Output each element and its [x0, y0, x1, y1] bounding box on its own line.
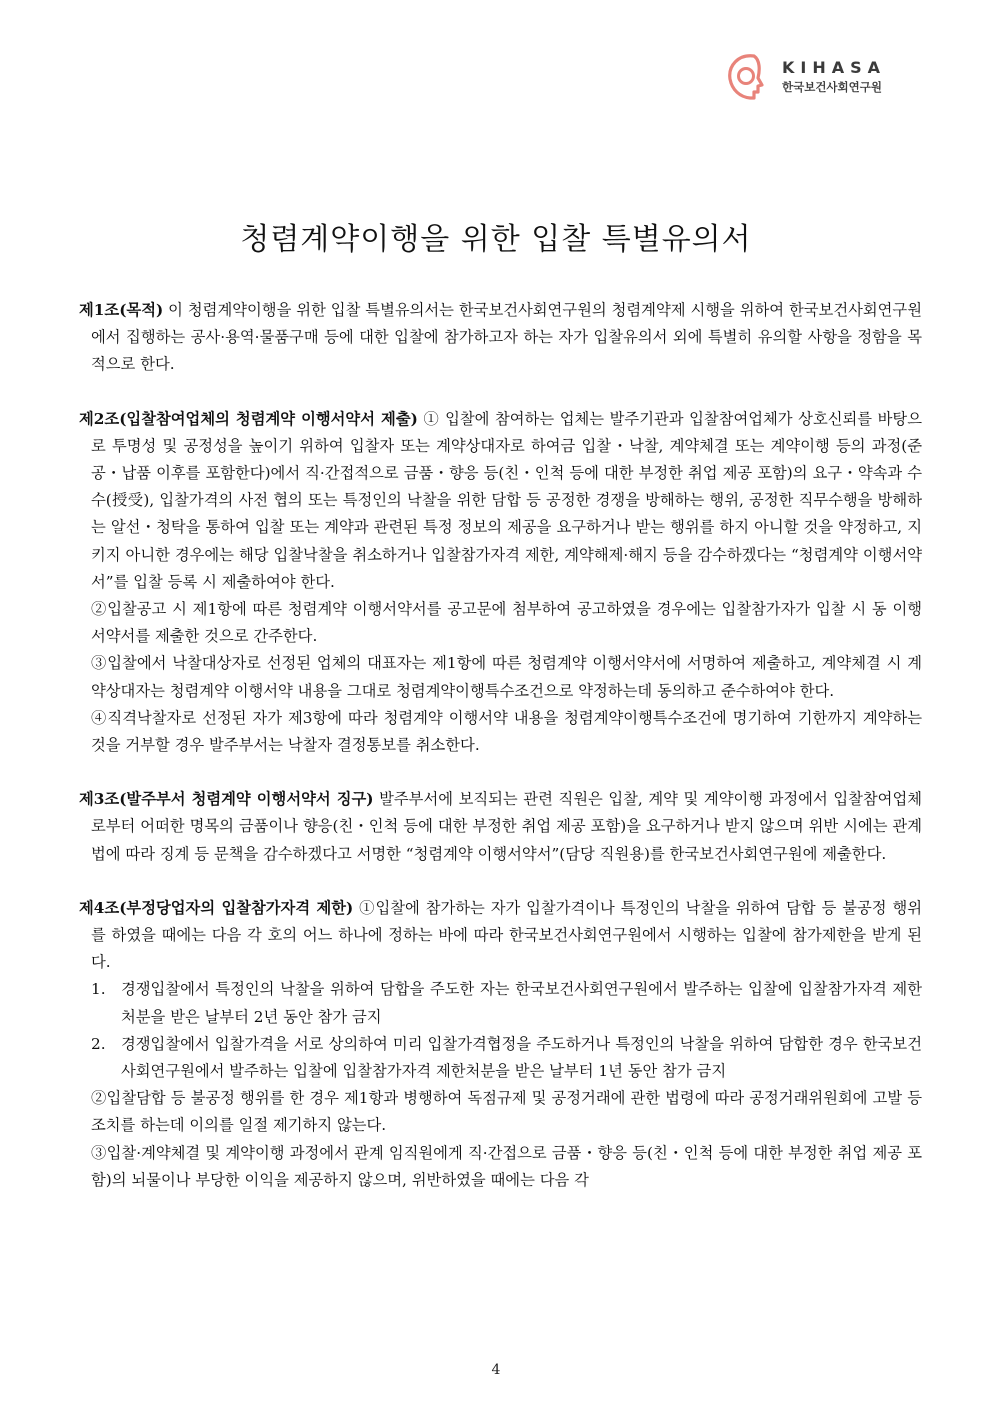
article-3 [79, 786, 922, 868]
kihasa-logo-icon [724, 52, 776, 102]
article-2-paragraph-2: ②입찰공고 시 제1항에 따른 청렴계약 이행서약서를 공고문에 첨부하여 공고하였을 경우에는 입찰참가자가 입찰 시 동 이행서약서를 제출한 것으로 간주한다. [91, 600, 922, 646]
page-number: 4 [491, 1362, 501, 1378]
article-4-paragraph-3: ③입찰·계약체결 및 계약이행 과정에서 관계 임직원에게 직·간접으로 금품・향응 등(친・인척 등에 대한 부정한 취업 제공 포함)의 뇌물이나 부당한 이익을 제공하지 않으며, 위반하였을 때에는 다음 각 [91, 1143, 922, 1189]
kihasa-logo [724, 52, 924, 102]
article-3-body: 발주부서에 보직되는 관련 직원은 입찰, 계약 및 계약이행 과정에서 입찰참여업체로부터 어떠한 명목의 금품이나 향응(친・인척 등에 대한 부정한 취업 제공 포함)을 요구하거나 받지 않으며 위반 시에는 관계법에 따라 징계 등 문책을 감수하겠다고 서명한 “청렴계약 이행서약서”(담당 직원용)를 한국보건사회연구원에 제출한다. [91, 790, 922, 863]
article-2-heading: 제2조(입찰참여업체의 청렴계약 이행서약서 제출) [79, 409, 418, 428]
list-item-text: 경쟁입찰에서 특정인의 낙찰을 위하여 담합을 주도한 자는 한국보건사회연구원에서 발주하는 입찰에 입찰참가자격 제한처분을 받은 날부터 2년 동안 참가 금지 [121, 980, 922, 1026]
article-1-heading: 제1조(목적) [79, 301, 164, 319]
list-item-number: 1. [91, 980, 106, 999]
article-4-body: ①입찰에 참가하는 자가 입찰가격이나 특정인의 낙찰을 위하여 담합 등 불공정 행위를 하였을 때에는 다음 각 호의 어느 하나에 정하는 바에 따라 한국보건사회연구원에서 시행하는 입찰에 참가제한을 받게 된다. [91, 898, 923, 972]
article-1 [79, 297, 922, 379]
document-title: 청렴계약이행을 위한 입찰 특별유의서 [240, 222, 752, 257]
article-2 [79, 406, 922, 760]
article-1-body: 이 청렴계약이행을 위한 입찰 특별유의서는 한국보건사회연구원의 청렴계약제 시행을 위하여 한국보건사회연구원에서 집행하는 공사·용역·물품구매 등에 대한 입찰에 참가하고자 하는 자가 입찰유의서 외에 특별히 유의할 사항을 정함을 목적으로 한다. [91, 301, 922, 374]
logo-name: KIHASA [782, 58, 887, 77]
list-item [91, 1031, 922, 1085]
article-4-heading: 제4조(부정당업자의 입찰참가자격 제한) [79, 898, 354, 917]
logo-subtitle: 한국보건사회연구원 [782, 80, 882, 94]
document-body [79, 297, 922, 1194]
list-item-number: 2. [91, 1034, 106, 1053]
article-2-paragraph-4: ④직격낙찰자로 선정된 자가 제3항에 따라 청렴계약 이행서약 내용을 청렴계약이행특수조건에 명기하여 기한까지 계약하는 것을 거부할 경우 발주부서는 낙찰자 결정통보를 취소한다. [91, 708, 922, 755]
article-4 [79, 895, 922, 1194]
article-2-paragraph-3: ③입찰에서 낙찰대상자로 선정된 업체의 대표자는 제1항에 따른 청렴계약 이행서약서에 서명하여 제출하고, 계약체결 시 계약상대자는 청렴계약 이행서약 내용을 그대로 청렴계약이행특수조건으로 약정하는데 동의하고 준수하여야 한다. [91, 654, 922, 700]
article-4-paragraph-2: ②입찰담합 등 불공정 행위를 한 경우 제1항과 병행하여 독점규제 및 공정거래에 관한 법령에 따라 공정거래위원회에 고발 등 조치를 하는데 이의를 일절 제기하지 않는다. [91, 1089, 922, 1135]
article-2-paragraph-1 [79, 406, 922, 596]
article-3-heading: 제3조(발주부서 청렴계약 이행서약서 징구) [79, 790, 374, 809]
list-item-text: 경쟁입찰에서 입찰가격을 서로 상의하여 미리 입찰가격협정을 주도하거나 특정인의 낙찰을 위하여 담합한 경우 한국보건사회연구원에서 발주하는 입찰에 입찰참가자격 제한처분을 받은 날부터 1년 동안 참가 금지 [121, 1034, 922, 1081]
article-4-paragraph-1 [79, 895, 923, 977]
article-1-paragraph [79, 297, 922, 379]
article-2-body: ① 입찰에 참여하는 업체는 발주기관과 입찰참여업체가 상호신뢰를 바탕으로 투명성 및 공정성을 높이기 위하여 입찰자 또는 계약상대자로 하여금 입찰・낙찰, 계약체결 또는 계약이행 등의 과정(준공・납품 이후를 포함한다)에서 직·간접적으로 금품・향응 등(친・인척 등에 대한 부정한 취업 제공 포함)의 요구・약속과 수수(授受), 입찰가격의 사전 협의 또는 특정인의 낙찰을 위한 담합 등 공정한 경쟁을 방해하는 행위, 공정한 직무수행을 방해하는 알선・청탁을 통하여 입찰 또는 계약과 관련된 특정 정보의 제공을 요구하거나 받는 행위를 하지 아니할 것을 약정하고, 지키지 아니한 경우에는 해당 입찰낙찰을 취소하거나 입찰참가자격 제한, 계약해제·해지 등을 감수하겠다는 “청렴계약 이행서약서”를 입찰 등록 시 제출하여야 한다. [91, 409, 922, 591]
article-3-paragraph [79, 786, 922, 868]
list-item [91, 976, 922, 1030]
